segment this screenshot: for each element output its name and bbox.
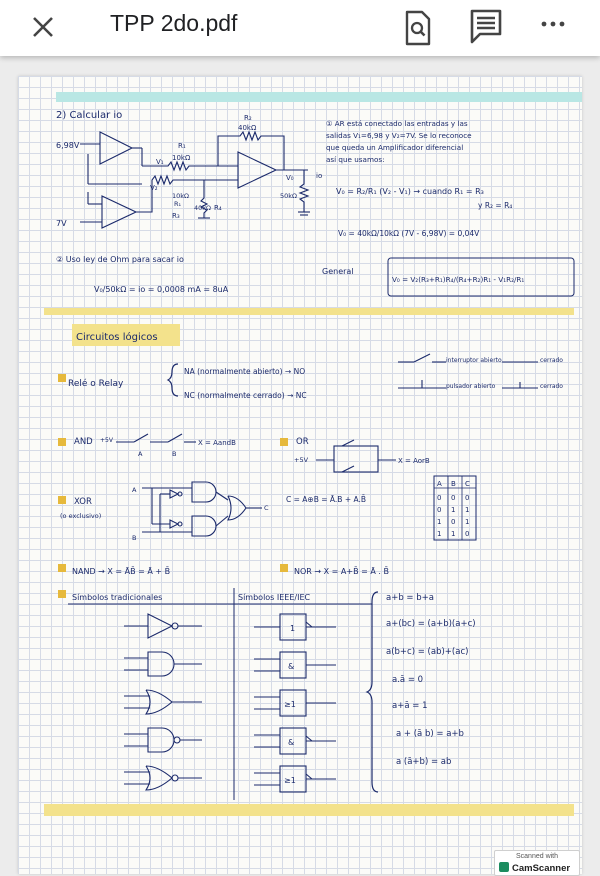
rele-title: Relé o Relay — [68, 379, 124, 389]
xor-cell: 0 — [451, 518, 456, 526]
camscanner-logo-icon — [499, 862, 509, 872]
general-eq: V₀ = V₂(R₃+R₁)R₄/(R₄+R₂)R₁ - V₁R₂/R₁ — [392, 275, 525, 284]
search-document-button[interactable] — [398, 8, 438, 48]
r1-value: 10kΩ — [172, 154, 191, 162]
col-traditional: Símbolos tradicionales — [72, 593, 163, 602]
switch-1: interruptor abierto — [446, 357, 502, 364]
or-supply: +5V — [294, 456, 309, 464]
sec1-title: 2) Calcular io — [56, 110, 123, 121]
circuitos-title: Circuitos lógicos — [76, 332, 158, 343]
r1b-label: R₁ — [174, 200, 182, 208]
xor-cell: 1 — [465, 518, 470, 526]
highlight-band-mid — [44, 308, 574, 315]
highlight-band-bottom — [44, 804, 574, 816]
explain-4: así que usamos: — [326, 155, 385, 164]
xor-cell: 1 — [451, 506, 456, 514]
v-in-left: 6,98V — [56, 141, 80, 150]
explain-1: ① AR está conectado las entradas y las — [326, 119, 468, 128]
and-switches — [116, 434, 196, 442]
xor-cell: 1 — [437, 530, 442, 538]
and-supply: +5V — [100, 437, 113, 444]
identity-4: a.ā = 0 — [392, 675, 424, 685]
identity-7: a (ā+b) = ab — [396, 757, 452, 767]
identity-6: a + (ā b) = a+b — [396, 729, 464, 739]
bullet-or — [280, 438, 288, 446]
eq-calc: V₀ = 40kΩ/10kΩ (7V - 6,98V) = 0,04V — [338, 229, 480, 238]
rele-brace — [168, 364, 178, 396]
pdf-page[interactable] — [18, 76, 582, 874]
general-label: General — [322, 267, 354, 276]
xor-gates — [142, 482, 262, 536]
xor-cell: 1 — [465, 506, 470, 514]
xor-eq: C = A⊕B = Ā.B + A.B̄ — [286, 495, 367, 504]
ohm-eq: V₀/50kΩ = io = 0,0008 mA = 8uA — [94, 285, 229, 294]
and-eq: X = AandB — [198, 439, 236, 447]
r3-value: 40kΩ — [194, 204, 212, 212]
eq-diff: V₀ = R₂/R₁ (V₂ - V₁) → cuando R₁ = R₃ — [336, 187, 484, 196]
bullet-symbols — [58, 590, 66, 598]
identity-1: a+b = b+a — [386, 593, 434, 603]
explain-3: que queda un Amplificador diferencial — [326, 143, 464, 152]
xor-a: A — [132, 486, 137, 494]
load-value: 50kΩ — [280, 192, 298, 200]
io-label: io — [316, 172, 323, 180]
toolbar — [0, 0, 600, 56]
switch-2: cerrado — [540, 357, 563, 364]
rele-na: NA (normalmente abierto) → NO — [184, 367, 306, 376]
bullet-xor — [58, 496, 66, 504]
v-in-bottom: 7V — [56, 219, 67, 228]
xor-cell: 0 — [451, 494, 456, 502]
xor-truth-table — [434, 476, 476, 540]
highlight-band-top — [56, 92, 582, 102]
xor-cell: 0 — [465, 530, 470, 538]
r2-label: R₂ — [244, 114, 252, 122]
xor-cell: 1 — [451, 530, 456, 538]
v2-label: V₂ — [150, 184, 158, 192]
badge-bottom-text — [499, 862, 570, 874]
camscanner-badge — [494, 850, 580, 876]
xor-cell: 0 — [437, 494, 442, 502]
more-options-button[interactable] — [536, 8, 576, 48]
identity-2: a+(bc) = (a+b)(a+c) — [386, 619, 476, 629]
notes-button[interactable] — [466, 6, 508, 48]
ieee-label-nand: & — [288, 738, 295, 747]
nand-eq: NAND → X = ĀB̄ = Ā + B̄ — [72, 567, 171, 576]
bullet-and — [58, 438, 66, 446]
xor-th-a: A — [437, 480, 442, 488]
close-button[interactable] — [22, 9, 62, 49]
ieee-label-and: & — [288, 662, 295, 671]
close-icon — [22, 9, 62, 49]
nor-eq: NOR → X = A+B̄ = Ā . B̄ — [294, 567, 389, 576]
eq-cond: y R₂ = R₄ — [478, 201, 513, 210]
ieee-label-not: 1 — [290, 624, 296, 633]
identity-3: a(b+c) = (ab)+(ac) — [386, 647, 469, 657]
xor-cell: 0 — [437, 506, 442, 514]
search-document-icon — [398, 8, 438, 48]
xor-subtitle: (o exclusivo) — [60, 512, 102, 520]
col-ieee: Símbolos IEEE/IEC — [238, 593, 311, 602]
bullet-nor — [280, 564, 288, 572]
and-title: AND — [74, 437, 93, 447]
r4-label: R₄ — [214, 204, 222, 212]
xor-cell: 1 — [437, 518, 442, 526]
r3-label: R₃ — [172, 212, 180, 220]
switch-4: cerrado — [540, 383, 563, 390]
xor-title: XOR — [74, 497, 92, 507]
identities-brace — [367, 592, 378, 792]
ieee-label-nor: ≥1 — [284, 776, 296, 785]
xor-b: B — [132, 534, 137, 542]
v1-label: V₁ — [156, 158, 164, 166]
identity-5: a+ā = 1 — [392, 701, 428, 711]
or-eq: X = AorB — [398, 457, 430, 465]
ieee-label-or: ≥1 — [284, 700, 296, 709]
and-a: A — [138, 450, 143, 458]
opamp-circuit — [80, 132, 310, 228]
badge-top-text: Scanned with — [515, 853, 559, 860]
badge-brand: CamScanner — [512, 863, 571, 874]
xor-th-b: B — [451, 480, 456, 488]
handwritten-notes — [18, 76, 582, 874]
rele-nc: NC (normalmente cerrado) → NC — [184, 391, 307, 400]
traditional-symbols — [124, 614, 202, 790]
xor-c: C — [264, 504, 269, 512]
xor-cell: 0 — [465, 494, 470, 502]
xor-th-c: C — [465, 480, 470, 488]
or-switches — [316, 440, 396, 472]
explain-2: salidas V₁=6,98 y V₂=7V. Se lo reconoce — [326, 131, 472, 140]
and-b: B — [172, 450, 177, 458]
vo-label: V₀ — [286, 174, 294, 182]
r1-label: R₁ — [178, 142, 186, 150]
or-title: OR — [296, 437, 309, 447]
notes-icon — [466, 6, 508, 48]
more-vert-icon — [536, 8, 576, 48]
r1b-value: 10kΩ — [172, 192, 190, 200]
bullet-nand — [58, 564, 66, 572]
r2-value: 40kΩ — [238, 124, 257, 132]
document-title: TPP 2do.pdf — [110, 10, 238, 36]
switch-3: pulsador abierto — [446, 383, 496, 390]
ohm-title: ② Uso ley de Ohm para sacar io — [56, 255, 184, 264]
bullet-rele — [58, 374, 66, 382]
